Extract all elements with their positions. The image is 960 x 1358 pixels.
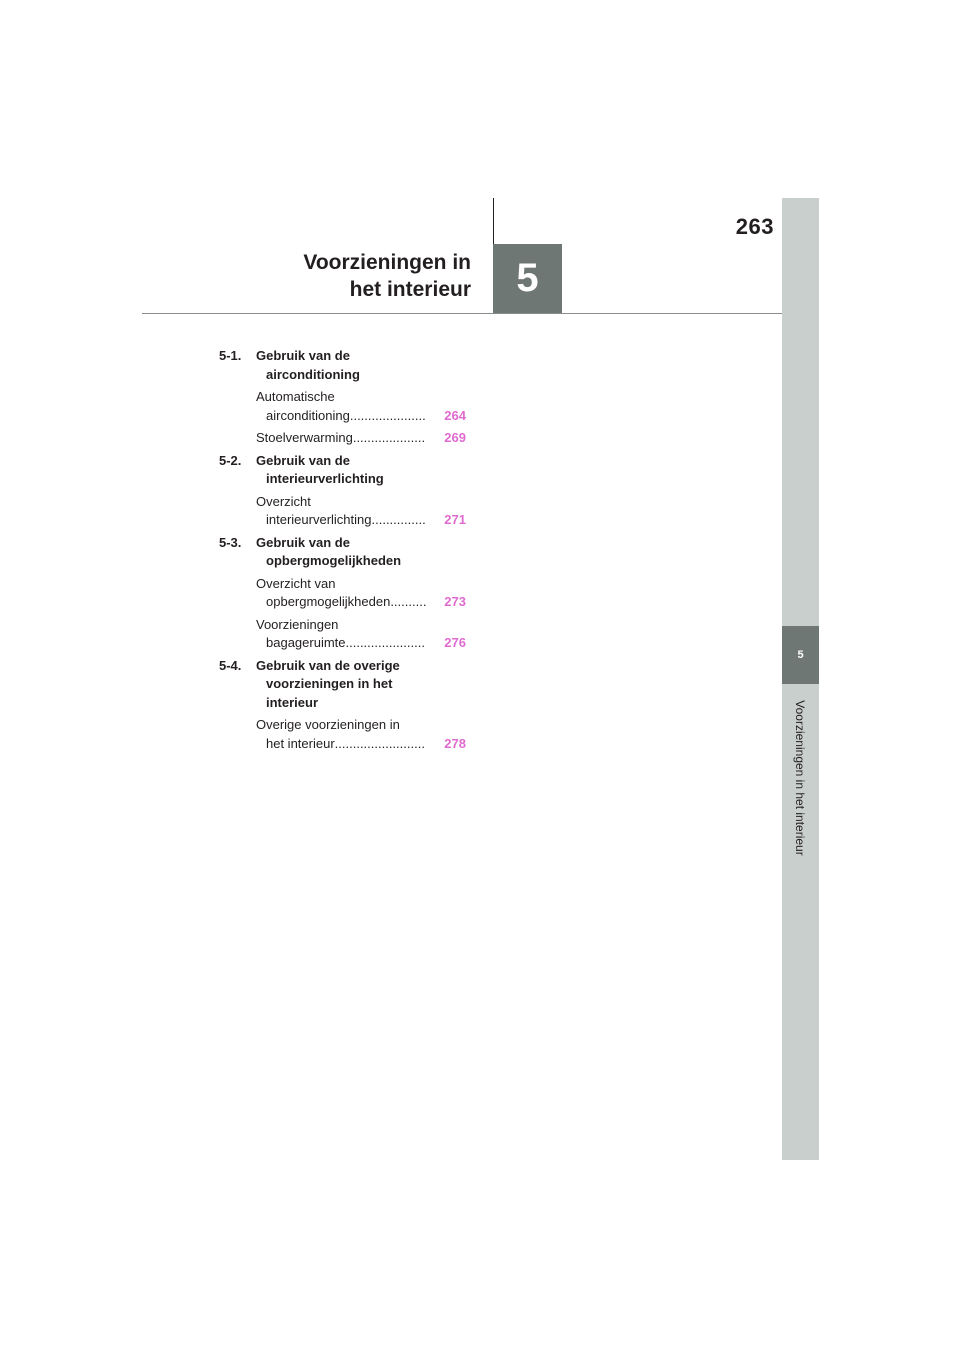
toc-section <box>219 657 466 754</box>
leader-dots: ............... <box>371 512 426 527</box>
entry-title-line: Automatische <box>256 389 335 404</box>
entry-line <box>256 407 466 426</box>
chapter-side-label: Voorzieningen in het interieur <box>793 700 807 856</box>
toc-entry[interactable] <box>256 429 466 448</box>
section-title-line: airconditioning <box>266 366 360 382</box>
page-number: 263 <box>735 214 774 239</box>
toc-entry[interactable] <box>256 388 466 425</box>
section-number: 5-2. <box>219 452 242 468</box>
toc-entry[interactable] <box>256 493 466 530</box>
leader-dots: ...................... <box>345 635 425 650</box>
section-title <box>256 534 401 571</box>
page-ref-link[interactable]: 264 <box>444 407 466 423</box>
section-title-line: Gebruik van de overige <box>256 657 400 673</box>
entry-title-line: airconditioning <box>266 407 350 423</box>
section-title-line: opbergmogelijkheden <box>266 553 402 568</box>
toc-section-heading <box>219 534 466 571</box>
table-of-contents <box>219 347 466 757</box>
leader-dots: .......... <box>390 594 427 609</box>
entry-title-line: Overige voorzieningen in <box>256 717 400 732</box>
section-title-line: Gebruik van de <box>256 348 350 363</box>
entry-title-line: bagageruimte <box>266 635 346 650</box>
entry-title-line: Overzicht van <box>256 575 336 591</box>
leader-dots: ......................... <box>334 735 425 751</box>
entry-line <box>256 735 466 754</box>
section-number: 5-3. <box>219 534 242 550</box>
entry-title-line: interieurverlichting <box>266 512 372 527</box>
toc-section-heading <box>219 452 466 489</box>
section-number: 5-1. <box>219 348 242 363</box>
chapter-number-box: 5 <box>493 244 562 313</box>
divider-vertical <box>493 198 494 244</box>
section-title <box>256 657 400 713</box>
section-title-line: interieur <box>266 694 319 710</box>
entry-title-line: Voorzieningen <box>256 616 339 632</box>
page-ref-link[interactable]: 269 <box>444 430 466 445</box>
toc-section-heading <box>219 657 466 713</box>
chapter-title-line2: het interieur <box>349 278 471 301</box>
leader-dots: .................... <box>352 430 426 445</box>
section-number: 5-4. <box>219 657 242 673</box>
entry-title-line: Overzicht <box>256 493 311 509</box>
section-title-line: interieurverlichting <box>266 471 384 486</box>
entry-line <box>256 511 466 530</box>
entry-title-line: opbergmogelijkheden <box>266 594 391 609</box>
entry-line <box>256 634 466 653</box>
section-title-line: Gebruik van de <box>256 534 350 550</box>
divider-horizontal <box>142 313 782 314</box>
toc-section <box>219 347 466 448</box>
toc-entry[interactable] <box>256 616 466 653</box>
entry-line <box>256 593 466 612</box>
section-title-line: voorzieningen in het <box>266 676 393 691</box>
page-ref-link[interactable]: 271 <box>444 512 466 527</box>
section-title-line: Gebruik van de <box>256 452 350 468</box>
toc-entry[interactable] <box>256 575 466 612</box>
section-title <box>256 452 384 489</box>
leader-dots: ..................... <box>349 407 426 423</box>
entry-line <box>256 429 466 448</box>
toc-section-heading <box>219 347 466 384</box>
chapter-side-tab[interactable]: 5 <box>782 626 819 684</box>
entry-title-line: het interieur <box>266 735 335 751</box>
section-title <box>256 347 360 384</box>
page-ref-link[interactable]: 276 <box>444 635 466 650</box>
page-ref-link[interactable]: 278 <box>444 735 466 751</box>
toc-section <box>219 534 466 653</box>
chapter-title-line1: Voorzieningen in <box>303 251 471 274</box>
page-ref-link[interactable]: 273 <box>444 594 466 609</box>
toc-entry[interactable] <box>256 716 466 753</box>
toc-section <box>219 452 466 530</box>
entry-title-line: Stoelverwarming <box>256 430 353 445</box>
